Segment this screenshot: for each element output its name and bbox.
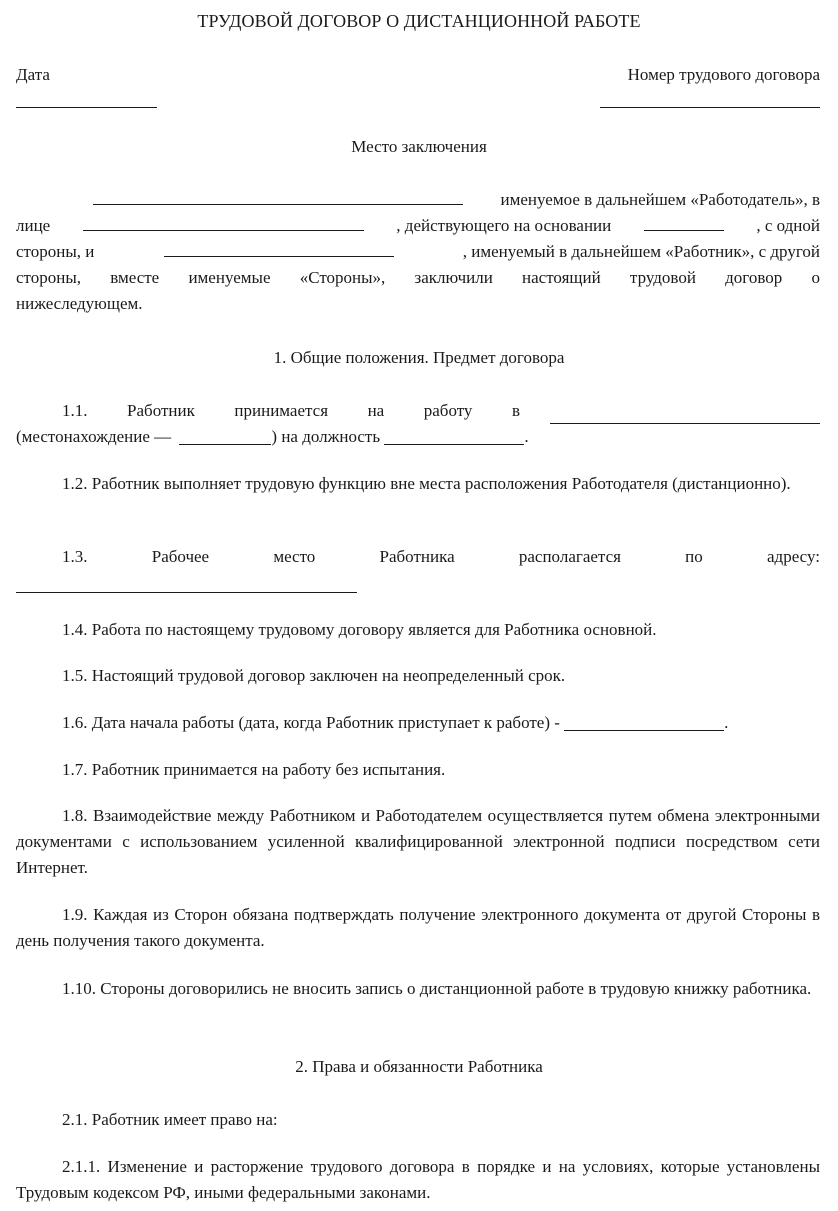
clause-1-6-text: 1.6. Дата начала работы (дата, когда Работник приступает к работе) - [62, 713, 560, 732]
work-address-blank[interactable] [16, 592, 357, 593]
preamble-line-3 [16, 239, 820, 265]
clause-1-6-end: . [724, 713, 729, 732]
place-label: Место заключения [351, 137, 487, 156]
preamble-employee-named: , именуемый в дальнейшем «Работник», с другой [462, 242, 820, 261]
basis-blank[interactable] [644, 213, 724, 231]
clause-1-3-text: 1.3. Рабочее место Работника располагается по адресу: [62, 547, 820, 566]
preamble-acting-on-basis: , действующего на основании [396, 216, 612, 235]
clause-2-1: 2.1. Работник имеет право на: [62, 1110, 278, 1129]
clause-1-1-line-2 [16, 424, 820, 450]
clause-1-4: 1.4. Работа по настоящему трудовому договору является для Работника основной. [62, 620, 657, 639]
representative-blank[interactable] [83, 213, 364, 231]
location-blank[interactable] [179, 427, 271, 445]
document-title: ТРУДОВОЙ ДОГОВОР О ДИСТАНЦИОННОЙ РАБОТЕ [197, 11, 641, 31]
clause-1-2: 1.2. Работник выполняет трудовую функцию вне места расположения Работодателя (дистанционно). [62, 474, 791, 493]
clause-1-5: 1.5. Настоящий трудовой договор заключен на неопределенный срок. [62, 666, 566, 685]
position-blank[interactable] [384, 427, 524, 445]
clause-1-9: 1.9. Каждая из Сторон обязана подтверждать получение электронного документа от другой Стороны в день получения такого документа. [16, 905, 820, 950]
employee-name-blank[interactable] [164, 239, 394, 257]
clause-1-1-line-1 [16, 398, 820, 424]
preamble-line-1 [16, 187, 820, 213]
preamble-line-2 [16, 213, 820, 239]
contract-number-label: Номер трудового договора [627, 65, 820, 84]
preamble-line-5: нижеследующем. [16, 294, 143, 313]
section-1-heading: 1. Общие положения. Предмет договора [273, 348, 565, 367]
clause-1-1-end: . [524, 427, 529, 446]
contract-number-field-line[interactable] [600, 107, 820, 108]
clause-1-8: 1.8. Взаимодействие между Работником и Работодателем осуществляется путем обмена электронными документами с использованием усиленной квалифицированной электронной подписи посредством сети Интернет. [16, 806, 820, 877]
clause-1-7: 1.7. Работник принимается на работу без испытания. [62, 760, 446, 779]
date-field-line[interactable] [16, 107, 157, 108]
preamble-employer-named: именуемое в дальнейшем «Работодатель», в [500, 190, 820, 209]
workplace-blank[interactable] [550, 406, 820, 424]
preamble-one-side: , с одной [756, 216, 820, 235]
preamble-sides-and: стороны, и [16, 242, 95, 261]
start-date-blank[interactable] [564, 713, 724, 731]
clause-1-1-position-label: ) на должность [271, 427, 381, 446]
clause-1-1-text: 1.1. Работник принимается на работу в [62, 401, 520, 420]
preamble-line-4: стороны, вместе именуемые «Стороны», заключили настоящий трудовой договор о [16, 268, 820, 287]
clause-2-1-1: 2.1.1. Изменение и расторжение трудового договора в порядке и на условиях, которые установлены Трудовым кодексом РФ, иными федеральными законами. [16, 1157, 820, 1202]
clause-1-3-line-1 [16, 544, 820, 570]
clause-1-6 [16, 710, 820, 736]
date-label: Дата [16, 65, 50, 84]
section-2-heading: 2. Права и обязанности Работника [295, 1057, 543, 1076]
preamble-in-person: лице [16, 216, 51, 235]
clause-1-10: 1.10. Стороны договорились не вносить запись о дистанционной работе в трудовую книжку работника. [62, 979, 812, 998]
employer-name-blank[interactable] [93, 187, 463, 205]
clause-1-1-location-label: (местонахождение — [16, 427, 172, 446]
